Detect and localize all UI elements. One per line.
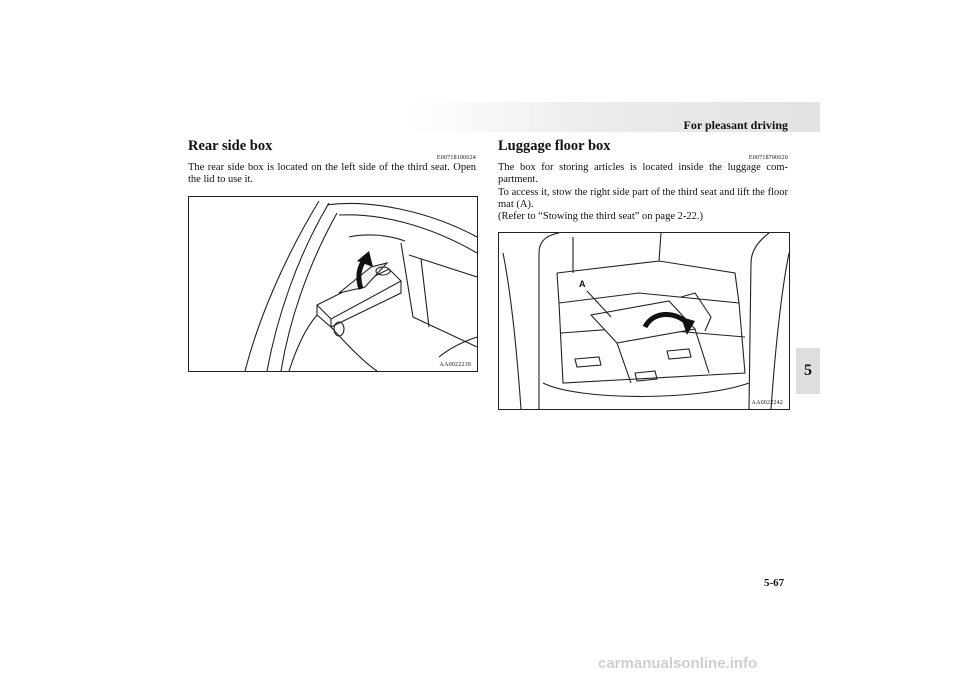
section-paragraph: The box for storing articles is located inside the luggage com-partment. bbox=[498, 162, 788, 186]
figure-label-a: A bbox=[579, 279, 586, 289]
luggage-floor-box-illustration bbox=[499, 233, 789, 409]
chapter-number: 5 bbox=[804, 362, 812, 379]
section-title: Rear side box bbox=[188, 138, 273, 154]
chapter-tab bbox=[796, 348, 820, 394]
watermark: carmanualsonline.info bbox=[598, 655, 758, 672]
section-code: E00718700020 bbox=[748, 155, 788, 161]
page-number: 5-67 bbox=[764, 577, 785, 589]
luggage-floor-box-figure bbox=[498, 232, 790, 410]
section-title: Luggage floor box bbox=[498, 138, 611, 154]
rear-side-box-section bbox=[188, 136, 476, 187]
rear-side-box-figure bbox=[188, 196, 478, 372]
section-paragraph: The rear side box is located on the left side of the third seat. Open the lid to use it. bbox=[188, 162, 476, 186]
section-code: E00718100024 bbox=[436, 155, 476, 161]
section-paragraph: (Refer to “Stowing the third seat” on page 2-22.) bbox=[498, 211, 703, 223]
luggage-floor-box-section bbox=[498, 136, 788, 223]
figure-code: AA0022239 bbox=[439, 362, 471, 368]
page-header-title: For pleasant driving bbox=[683, 118, 788, 132]
rear-side-box-illustration bbox=[189, 197, 477, 371]
figure-code: AA0022242 bbox=[751, 400, 783, 406]
section-paragraph: To access it, stow the right side part of the third seat and lift the floor mat (A). bbox=[498, 186, 788, 210]
